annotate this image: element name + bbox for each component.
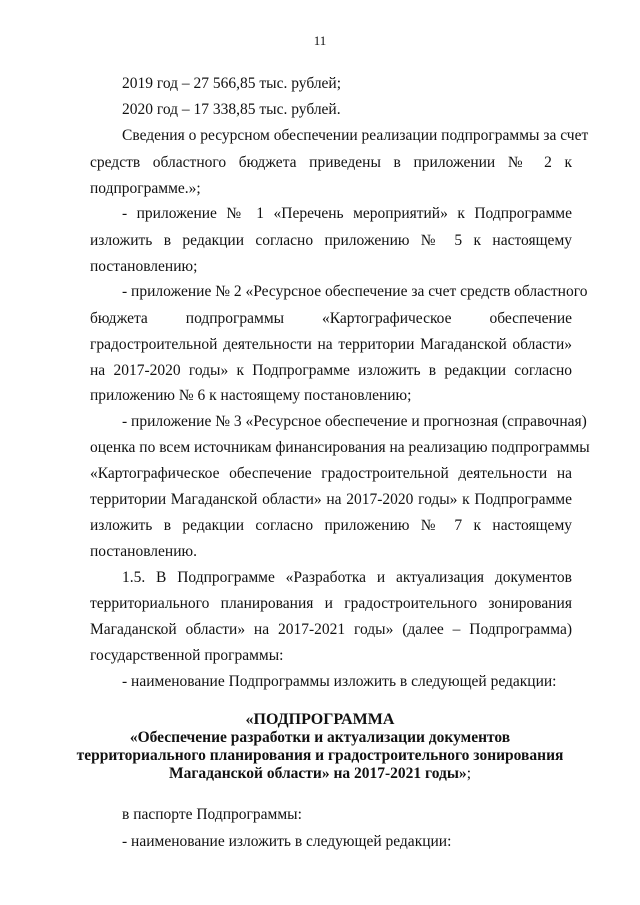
text-line: изложить в редакции согласно приложению № 5 к настоящему: [90, 232, 572, 249]
text-line: подпрограмме.»;: [90, 180, 201, 197]
text-line: Магаданской области» на 2017-2021 годы» (далее – Подпрограмма): [90, 621, 572, 638]
text-line: государственной программы:: [90, 647, 284, 664]
text-line: Сведения о ресурсном обеспечении реализации подпрограммы за счет: [122, 127, 589, 144]
text-line: - приложение № 1 «Перечень мероприятий» к Подпрограмме: [122, 205, 572, 222]
heading-line: территориального планирования и градостроительного зонирования: [76, 747, 564, 764]
heading-text: Магаданской области» на 2017-2021 годы»: [168, 765, 467, 782]
text-line: изложить в редакции согласно приложению № 7 к настоящему: [90, 517, 572, 534]
text-line: - наименование Подпрограммы изложить в следующей редакции:: [122, 673, 557, 690]
heading-line: «Обеспечение разработки и актуализации документов: [129, 729, 511, 746]
text-line: - наименование изложить в следующей редакции:: [122, 833, 452, 850]
text-line: оценка по всем источникам финансирования на реализацию подпрограммы: [90, 439, 590, 456]
text-line: приложению № 6 к настоящему постановлению;: [90, 387, 412, 404]
text-line: в паспорте Подпрограммы:: [122, 806, 302, 823]
heading-title: «ПОДПРОГРАММА: [245, 711, 395, 728]
text-line: постановлению;: [90, 258, 198, 275]
text-line: градостроительной деятельности на территории Магаданской области»: [90, 336, 572, 353]
text-line: - приложение № 2 «Ресурсное обеспечение за счет средств областного: [122, 283, 588, 300]
text-line: - приложение № 3 «Ресурсное обеспечение и прогнозная (справочная): [122, 413, 587, 430]
text-line: территориального планирования и градостроительного зонирования: [90, 595, 572, 612]
heading-line-last: [0, 765, 640, 782]
heading-tail: ;: [466, 765, 471, 782]
text-line: территории Магаданской области» на 2017-2020 годы» к Подпрограмме: [90, 491, 572, 508]
text-line: 1.5. В Подпрограмме «Разработка и актуализация документов: [122, 569, 572, 586]
text-line: бюджета подпрограммы «Картографическое обеспечение: [90, 310, 572, 327]
text-line: 2020 год – 17 338,85 тыс. рублей.: [122, 101, 341, 118]
page-number: 11: [313, 33, 327, 48]
text-line: средств областного бюджета приведены в приложении № 2 к: [90, 154, 572, 171]
text-line: «Картографическое обеспечение градостроительной деятельности на: [90, 465, 572, 482]
text-line: 2019 год – 27 566,85 тыс. рублей;: [122, 75, 342, 92]
text-line: постановлению.: [90, 543, 197, 560]
text-line: на 2017-2020 годы» к Подпрограмме изложить в редакции согласно: [90, 362, 572, 379]
